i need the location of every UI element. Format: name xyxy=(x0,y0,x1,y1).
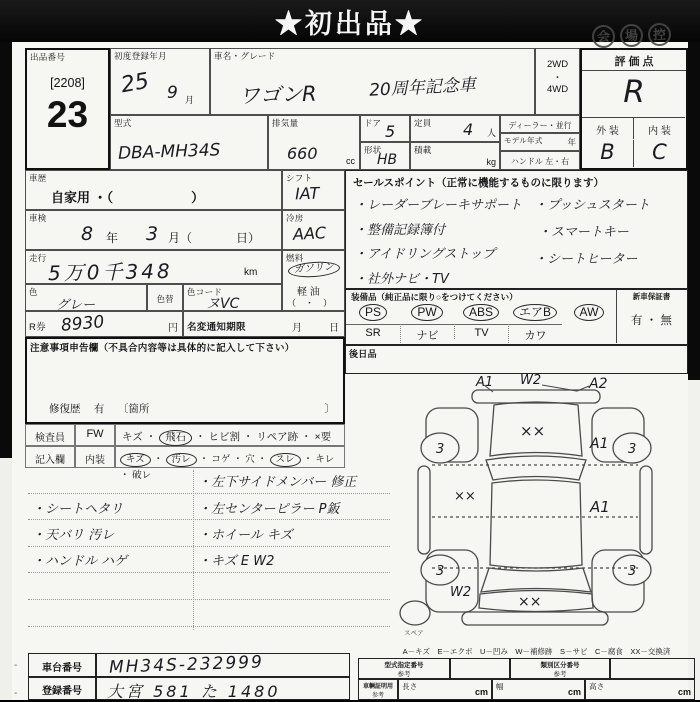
note-item xyxy=(198,524,293,543)
load-label: 積載 xyxy=(414,145,432,155)
class-number-label: 類別区分番号 xyxy=(540,662,580,669)
note-line xyxy=(28,599,390,600)
model-code-label: 型式 xyxy=(114,118,132,128)
bullet: ・ xyxy=(534,198,548,213)
sales-item-text: 社外ナビ・TV xyxy=(367,272,449,287)
later-items-box xyxy=(345,345,688,374)
doors-cell xyxy=(360,115,410,142)
width-cell xyxy=(492,679,585,700)
lot-number-label: 出品番号 xyxy=(30,52,66,62)
shift-cell xyxy=(282,170,345,210)
inspector-label-1-text: 検査員 xyxy=(35,433,65,444)
front-bumper xyxy=(472,390,600,403)
chassis-value-cell xyxy=(96,653,350,677)
rating-label: 評 価 点 xyxy=(582,50,686,71)
ac-cell xyxy=(282,210,345,250)
equip-item xyxy=(454,303,508,324)
load-cell xyxy=(410,142,500,170)
equipment-box xyxy=(345,289,688,345)
fw-item: キズ xyxy=(122,431,143,443)
notice-label: 注意事項申告欄（不具合内容等は具体的に記入して下さい） xyxy=(30,343,295,354)
bullet: ・ xyxy=(538,225,552,240)
mileage-cell xyxy=(25,250,282,284)
note-item xyxy=(198,471,356,490)
type-designation-cell xyxy=(358,658,450,679)
equip-ps-circled: PS xyxy=(359,304,387,321)
interior-score: C xyxy=(652,140,667,164)
interior-item-circled: 汚レ xyxy=(166,453,197,467)
ac-label: 冷房 xyxy=(286,213,304,223)
displacement-value: 660 xyxy=(287,144,318,163)
displacement-cell xyxy=(268,115,360,170)
first-reg-year-value: 25 xyxy=(119,68,151,99)
repair-history-line xyxy=(49,401,149,416)
interior-item: 破レ xyxy=(132,470,152,482)
name-change-month: 月 xyxy=(292,323,302,334)
sales-item-text: レーダーブレーキサポート xyxy=(367,198,522,213)
right-sill xyxy=(640,466,652,554)
repair-open: 〔箇所 xyxy=(117,403,150,415)
note-item xyxy=(32,498,123,517)
sales-item xyxy=(354,268,449,287)
equip-abs-circled: ABS xyxy=(463,304,499,321)
damage-legend: A－キズ E－エクボ U－凹み W－補修跡 S－サビ C－腐食 XX－交換済 xyxy=(402,647,671,656)
bullet: ・ xyxy=(534,252,548,267)
cabin-outline xyxy=(490,480,582,568)
fuel-diesel: 軽 油 xyxy=(297,287,320,298)
mileage-label: 走行 xyxy=(29,253,47,263)
note-line xyxy=(28,493,390,494)
separator: ・ xyxy=(195,431,206,443)
shaken-year: 8 xyxy=(81,223,94,245)
height-label: 高さ xyxy=(589,682,605,691)
note-text: 左下サイドメンバー 修正 xyxy=(211,475,357,490)
inspector-label-2 xyxy=(25,446,75,468)
bullet: ・ xyxy=(32,528,46,543)
doors-label: ドア xyxy=(364,118,382,128)
interior-item: 穴 xyxy=(245,454,255,465)
length-label: 長さ xyxy=(402,682,418,691)
sales-item-text: スマートキー xyxy=(551,225,629,240)
mark-right-side-a1: A1 xyxy=(590,498,610,516)
note-line xyxy=(28,546,390,547)
note-text: ホイール キズ xyxy=(211,528,293,543)
sales-item xyxy=(354,243,495,262)
bullet: ・ xyxy=(32,502,46,517)
r-ticket-cell xyxy=(25,311,183,337)
name-change-cell xyxy=(183,311,345,337)
separator: ・ xyxy=(145,431,157,443)
note-line xyxy=(28,572,390,573)
bullet: ・ xyxy=(32,554,46,569)
mark-front-w2: W2 xyxy=(520,373,542,388)
shaken-cell xyxy=(25,210,282,250)
equip-aw-circled: AW xyxy=(574,304,605,321)
r-ticket-label: R券 xyxy=(29,322,46,333)
equip-item xyxy=(400,303,454,324)
separator: ・ xyxy=(233,454,243,465)
certificate-cell xyxy=(358,679,398,700)
ac-value: AAC xyxy=(292,223,327,244)
inspector-label-1 xyxy=(25,424,75,446)
shape-label: 形状 xyxy=(364,145,382,155)
capacity-unit: 人 xyxy=(486,128,496,138)
mark-left-side-xx: ×× xyxy=(454,489,476,504)
name-change-day: 日 xyxy=(329,323,339,334)
repaint-label: 色替 xyxy=(156,294,174,304)
cm-unit: cm xyxy=(474,687,488,697)
chassis-label: 車台番号 xyxy=(42,663,82,674)
bullet: ・ xyxy=(198,502,212,517)
car-damage-diagram xyxy=(392,372,692,648)
fw-item: ヒビ割 xyxy=(208,431,240,443)
notice-box xyxy=(25,337,345,424)
separator: ・ xyxy=(153,454,163,465)
fw-item-circled: 飛石 xyxy=(159,430,192,446)
interior-cell xyxy=(75,446,115,468)
note-item xyxy=(32,524,114,543)
displacement-label: 排気量 xyxy=(272,118,299,128)
interior-item: コゲ xyxy=(211,454,231,465)
equip-airbag-circled: エアB xyxy=(513,304,557,321)
month-unit: 月 xyxy=(185,95,195,105)
equip-item xyxy=(346,303,400,324)
note-text: 左センターピラー P鈑 xyxy=(211,502,340,517)
drive-type-cell xyxy=(535,48,580,115)
note-item xyxy=(32,550,127,569)
model-year-cell xyxy=(500,133,580,151)
rating-box xyxy=(580,48,688,170)
shaken-day-unit: 日） xyxy=(236,231,261,245)
car-name-value: ワゴンR xyxy=(238,81,318,109)
width-label: 幅 xyxy=(496,682,504,691)
sales-item xyxy=(354,194,522,213)
spare-tire xyxy=(400,601,430,625)
reference-label: 参考 xyxy=(397,671,411,678)
history-cell xyxy=(25,170,282,210)
note-text: キズ E W2 xyxy=(211,554,275,569)
dealer-label: ディーラー・並行 xyxy=(508,121,572,130)
note-text: 天バリ 汚レ xyxy=(45,528,115,543)
repair-label: 修復歴 xyxy=(49,403,81,415)
mileage-value: 5万0千348 xyxy=(47,258,173,286)
shape-cell xyxy=(360,142,410,170)
sales-item xyxy=(534,248,638,267)
color-code-cell xyxy=(183,284,282,311)
lot-number: 23 xyxy=(46,94,89,135)
interior-items-row xyxy=(115,446,345,482)
model-code-value: DBA-MH34S xyxy=(117,140,221,164)
history-label: 車歴 xyxy=(29,173,47,183)
cm-unit: cm xyxy=(567,687,581,697)
rating-score: R xyxy=(623,74,645,110)
sales-point-header: セールスポイント（正常に機能するものに限ります） xyxy=(353,177,605,189)
spare-label: スペア xyxy=(404,630,424,637)
repaint-cell xyxy=(147,284,183,311)
tick-mark: - xyxy=(14,660,18,671)
model-code-cell xyxy=(110,115,268,170)
reference-label: 参考 xyxy=(553,671,567,678)
fw-items-row xyxy=(115,424,345,446)
lot-code: [2208] xyxy=(50,76,85,90)
model-year-unit: 年 xyxy=(567,137,576,147)
equip-item xyxy=(508,303,562,324)
exterior-score: B xyxy=(582,140,634,167)
reference-label: 参考 xyxy=(371,693,384,699)
fuel-label: 燃料 xyxy=(286,253,304,263)
note-divider xyxy=(193,470,194,630)
car-name-label: 車名・グレード xyxy=(214,51,276,61)
drive-dot: ・ xyxy=(552,73,563,84)
interior-item-circled: スレ xyxy=(270,453,301,467)
grade-note-value: 20周年記念車 xyxy=(368,75,477,101)
separator: ・ xyxy=(257,454,267,465)
note-item xyxy=(198,550,274,569)
fuel-gasoline-circled: ガソリン xyxy=(288,260,341,279)
registration-value: 大宮 581 た 1480 xyxy=(107,682,281,701)
type-designation-label: 型式指定番号 xyxy=(384,662,424,669)
left-sill xyxy=(418,466,430,554)
shaken-month-unit: 月（ xyxy=(168,231,193,245)
separator: ・ xyxy=(301,431,312,443)
cm-unit: cm xyxy=(677,687,691,697)
mark-right-front-a1: A1 xyxy=(590,436,609,452)
equip-pw-circled: PW xyxy=(411,304,442,321)
later-items-label: 後日品 xyxy=(349,349,377,359)
fw-item: ×要 xyxy=(314,431,332,443)
sales-item xyxy=(354,219,445,238)
sales-item-text: シートヒーター xyxy=(547,252,638,267)
sales-item xyxy=(538,221,629,240)
mark-front-a2: A2 xyxy=(589,376,608,392)
mark-rear-left-w2: W2 xyxy=(450,585,472,600)
fuel-other: （ ・ ） xyxy=(287,298,333,308)
type-designation-value xyxy=(450,658,510,679)
mark-rear-xx: ×× xyxy=(518,594,542,610)
interior-item: キレ xyxy=(315,454,335,465)
bullet: ・ xyxy=(354,198,368,213)
first-reg-month-value: 9 xyxy=(167,83,178,103)
height-cell xyxy=(585,679,695,700)
shaken-month: 3 xyxy=(146,223,159,245)
sales-item-text: アイドリングストップ xyxy=(367,247,496,262)
color-value: グレー xyxy=(56,298,96,313)
bullet: ・ xyxy=(354,272,368,287)
rear-window-outline xyxy=(481,568,591,592)
drive-4wd: 4WD xyxy=(546,84,569,95)
sales-item xyxy=(534,194,650,213)
load-unit: kg xyxy=(486,157,496,167)
mark-front-a1: A1 xyxy=(476,375,494,390)
r-ticket-value: 8930 xyxy=(60,312,106,336)
warranty-label: 新車保証書 xyxy=(632,292,671,301)
stamp-char: 控 xyxy=(648,23,672,47)
capacity-value: 4 xyxy=(463,120,474,139)
shift-value: IAT xyxy=(294,183,320,204)
shift-label: シフト xyxy=(286,173,313,183)
mark-wheel-lf: 3 xyxy=(436,442,445,457)
banner-title: ★初出品★ xyxy=(275,8,425,39)
equip-navi: ナビ xyxy=(400,324,454,343)
bullet: ・ xyxy=(198,528,212,543)
registration-label-cell xyxy=(28,677,96,700)
bullet: ・ xyxy=(198,554,212,569)
registration-label: 登録番号 xyxy=(42,686,82,697)
mark-wheel-rf: 3 xyxy=(628,442,637,457)
sales-item-text: プッシュスタート xyxy=(547,198,650,213)
dealer-cell xyxy=(500,115,580,133)
tick-mark: - xyxy=(14,688,18,699)
fuel-cell xyxy=(282,250,345,311)
chassis-value: MH34S-232999 xyxy=(108,652,265,678)
bullet: ・ xyxy=(354,247,368,262)
equip-leather: カワ xyxy=(508,324,562,343)
left-margin xyxy=(0,458,12,700)
note-text: シートヘタリ xyxy=(45,502,124,517)
sales-point-box xyxy=(345,170,688,289)
note-line xyxy=(28,519,390,520)
rear-bumper xyxy=(462,612,608,625)
fw-item: リペア跡 xyxy=(256,431,299,443)
color-code-label: 色コード xyxy=(187,287,223,297)
lot-number-cell xyxy=(25,48,110,170)
registration-value-cell xyxy=(96,677,350,700)
mark-wheel-lr: 3 xyxy=(436,564,445,579)
interior-label: 内 装 xyxy=(634,117,685,139)
separator: ・ xyxy=(199,454,209,465)
equipment-header: 装備品（純正品に限り○をつけてください） xyxy=(351,292,518,302)
shaken-label: 車検 xyxy=(29,213,47,223)
handle-label: ハンドル 左・右 xyxy=(510,157,570,166)
mark-wheel-rr: 3 xyxy=(628,564,637,579)
sales-item-text: 整備記録簿付 xyxy=(367,223,446,238)
note-line xyxy=(28,626,390,627)
color-cell xyxy=(25,284,147,311)
separator: ・ xyxy=(242,431,254,443)
shape-value: HB xyxy=(377,152,398,168)
fw-cell xyxy=(75,424,115,446)
repair-yes: 有 xyxy=(93,403,105,415)
bullet: ・ xyxy=(354,223,368,238)
windshield-outline xyxy=(486,456,586,480)
capacity-label: 定員 xyxy=(414,118,432,128)
model-year-label: モデル年式 xyxy=(504,136,543,145)
class-number-cell xyxy=(510,658,610,679)
equip-tv: TV xyxy=(454,324,508,339)
separator: ・ xyxy=(303,454,313,465)
color-label: 色 xyxy=(29,287,38,297)
certificate-label: 車輌証明用 xyxy=(362,684,393,690)
first-registration-cell xyxy=(110,48,210,115)
handle-cell xyxy=(500,151,580,170)
inspector-label-2-text: 記入欄 xyxy=(35,455,65,466)
equip-sr: SR xyxy=(346,324,400,339)
shaken-year-unit: 年 xyxy=(106,231,119,245)
car-name-cell xyxy=(210,48,535,115)
chassis-label-cell xyxy=(28,653,96,677)
venue-stamp xyxy=(592,23,672,49)
name-change-label: 名変通知期限 xyxy=(187,322,246,333)
yen-unit: 円 xyxy=(168,323,178,334)
interior-item-circled: キズ xyxy=(120,453,151,467)
fw-label: FW xyxy=(86,428,104,440)
interior-row-label: 内装 xyxy=(85,455,105,466)
warranty-cell xyxy=(616,290,686,343)
separator: ・ xyxy=(120,470,130,482)
length-cell xyxy=(398,679,492,700)
note-text: ハンドル ハゲ xyxy=(45,554,128,569)
note-item xyxy=(198,498,339,517)
warranty-value: 有 ・ 無 xyxy=(631,315,672,327)
mark-hood-xx: ×× xyxy=(520,422,546,440)
bullet: ・ xyxy=(198,475,212,490)
exterior-label: 外 装 xyxy=(582,117,634,139)
stamp-char: 会 xyxy=(592,25,616,49)
mileage-unit: km xyxy=(244,267,258,278)
color-code-value: ヌVC xyxy=(206,296,240,312)
stamp-char: 場 xyxy=(620,24,644,48)
capacity-cell xyxy=(410,115,500,142)
drive-2wd: 2WD xyxy=(546,59,569,70)
first-registration-label: 初度登録年月 xyxy=(114,51,167,61)
class-number-value xyxy=(610,658,695,679)
repair-close: 〕 xyxy=(324,403,335,415)
doors-value: 5 xyxy=(385,122,396,141)
equip-item xyxy=(562,303,616,324)
displacement-unit: cc xyxy=(346,156,355,166)
history-value: 自家用 ・（ ） xyxy=(51,190,205,205)
